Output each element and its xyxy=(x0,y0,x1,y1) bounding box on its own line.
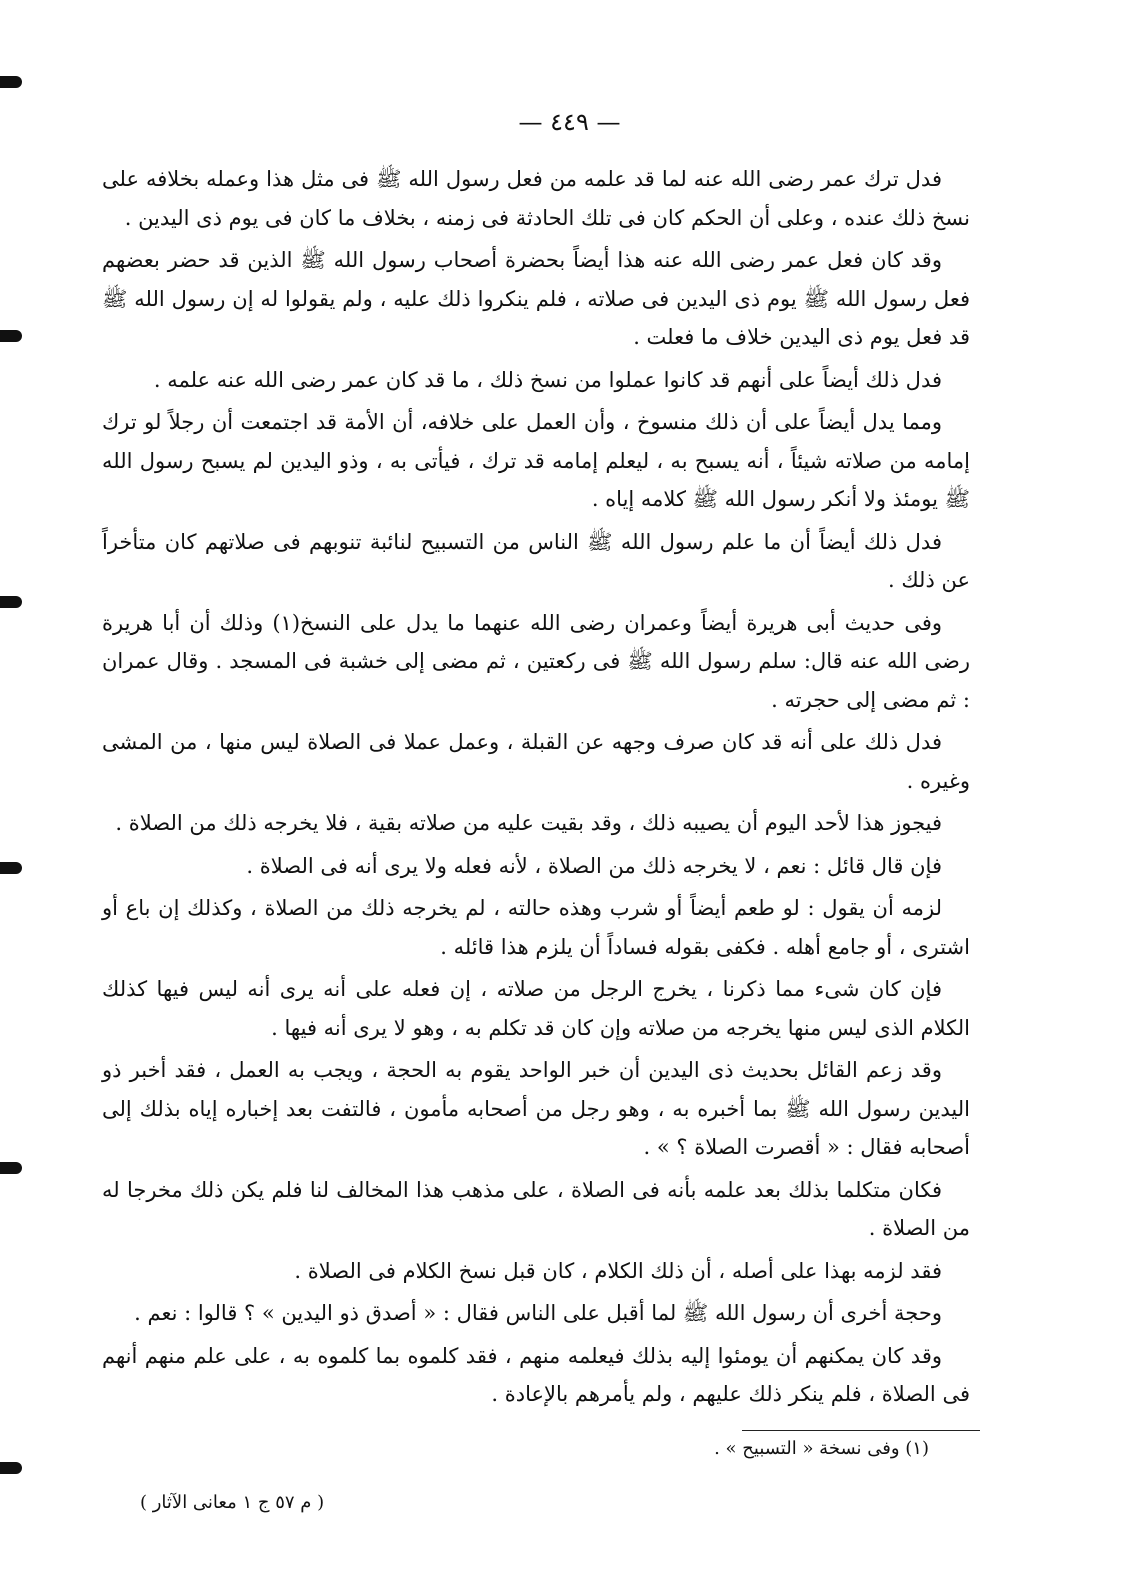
paragraph: لزمه أن يقول : لو طعم أيضاً أو شرب وهذه حالته ، لم يخرجه ذلك من الصلاة ، وكذلك إن باع أو اشترى ، أو جامع أهله . فكفى بقوله فساداً أن يلزم هذا قائله . xyxy=(102,896,970,959)
paragraph: فإن كان شىء مما ذكرنا ، يخرج الرجل من صلاته ، إن فعله على أنه يرى أنه ليس فيها كذلك الكلام الذى ليس منها يخرجه من صلاته وإن كان قد تكلم به ، وهو لا يرى أنه فيها . xyxy=(102,977,970,1040)
paragraph: فدل ذلك على أنه قد كان صرف وجهه عن القبلة ، وعمل عملا فى الصلاة ليس منها ، من المشى وغيره . xyxy=(102,730,970,793)
paragraph: وقد زعم القائل بحديث ذى اليدين أن خبر الواحد يقوم به الحجة ، ويجب به العمل ، فقد أخبر ذو اليدين رسول الله ﷺ بما أخبره به ، وهو رجل من أصحابه مأمون ، فالتفت بعد إخباره إياه بذلك إلى أصحابه فقال : « أقصرت الصلاة ؟ » . xyxy=(102,1058,970,1159)
binding-mark xyxy=(0,596,22,608)
paragraph: وقد كان فعل عمر رضى الله عنه هذا أيضاً بحضرة أصحاب رسول الله ﷺ الذين قد حضر بعضهم فعل رسول الله ﷺ يوم ذى اليدين فى صلاته ، فلم ينكروا ذلك عليه ، ولم يقولوا له إن رسول الله ﷺ قد فعل يوم ذى اليدين خلاف ما فعلت . xyxy=(102,248,970,349)
paragraph: ومما يدل أيضاً على أن ذلك منسوخ ، وأن العمل على خلافه، أن الأمة قد اجتمعت أن رجلاً لو ترك إمامه من صلاته شيئاً ، أنه يسبح به ، ليعلم إمامه قد ترك ، فيأتى به ، وذو اليدين لم يسبح رسول الله ﷺ يومئذ ولا أنكر رسول الله ﷺ كلامه إياه . xyxy=(102,410,970,511)
paragraph: فإن قال قائل : نعم ، لا يخرجه ذلك من الصلاة ، لأنه فعله ولا يرى أنه فى الصلاة . xyxy=(246,853,942,878)
paragraph: فقد لزمه بهذا على أصله ، أن ذلك الكلام ، كان قبل نسخ الكلام فى الصلاة . xyxy=(294,1258,942,1283)
paragraph: وحجة أخرى أن رسول الله ﷺ لما أقبل على الناس فقال : « أصدق ذو اليدين » ؟ قالوا : نعم . xyxy=(134,1301,942,1325)
binding-mark xyxy=(0,1162,22,1174)
page-number: — ٤٤٩ — xyxy=(518,108,621,136)
footnote: (١) وفى نسخة « التسبيح » . xyxy=(714,1438,929,1459)
binding-mark xyxy=(0,862,22,874)
paragraph: فدل ترك عمر رضى الله عنه لما قد علمه من فعل رسول الله ﷺ فى مثل هذا وعمله بخلافه على نسخ ذلك عنده ، وعلى أن الحكم كان فى تلك الحادثة فى زمنه ، بخلاف ما كان فى يوم ذى اليدين . xyxy=(102,167,970,230)
paragraph: فيجوز هذا لأحد اليوم أن يصيبه ذلك ، وقد بقيت عليه من صلاته بقية ، فلا يخرجه ذلك من الصلاة . xyxy=(115,811,942,835)
paragraph: فدل ذلك أيضاً على أنهم قد كانوا عملوا من نسخ ذلك ، ما قد كان عمر رضى الله عنه علمه . xyxy=(153,367,942,392)
paragraph: وفى حديث أبى هريرة أيضاً وعمران رضى الله عنهما ما يدل على النسخ(١) وذلك أن أبا هريرة رضى الله عنه قال: سلم رسول الله ﷺ فى ركعتين ، ثم مضى إلى خشبة فى المسجد . وقال عمران : ثم مضى إلى حجرته . xyxy=(102,610,970,712)
binding-mark xyxy=(0,1462,22,1474)
body-text xyxy=(102,160,970,1418)
printer-signature: ( م ٥٧ ج ١ معانى الآثار ) xyxy=(140,1492,325,1513)
paragraph: وقد كان يمكنهم أن يومئوا إليه بذلك فيعلمه منهم ، فقد كلموه بما كلموه به ، على علم منهم أنهم فى الصلاة ، فلم ينكر ذلك عليهم ، ولم يأمرهم بالإعادة . xyxy=(102,1343,970,1406)
paragraph: فدل ذلك أيضاً أن ما علم رسول الله ﷺ الناس من التسبيح لنائبة تنوبهم فى صلاتهم كان متأخراً عن ذلك . xyxy=(102,529,970,592)
footnote-divider xyxy=(742,1430,980,1431)
binding-mark xyxy=(0,330,22,342)
paragraph: فكان متكلما بذلك بعد علمه بأنه فى الصلاة ، على مذهب هذا المخالف لنا فلم يكن ذلك مخرجا له من الصلاة . xyxy=(102,1177,970,1240)
binding-mark xyxy=(0,76,22,88)
